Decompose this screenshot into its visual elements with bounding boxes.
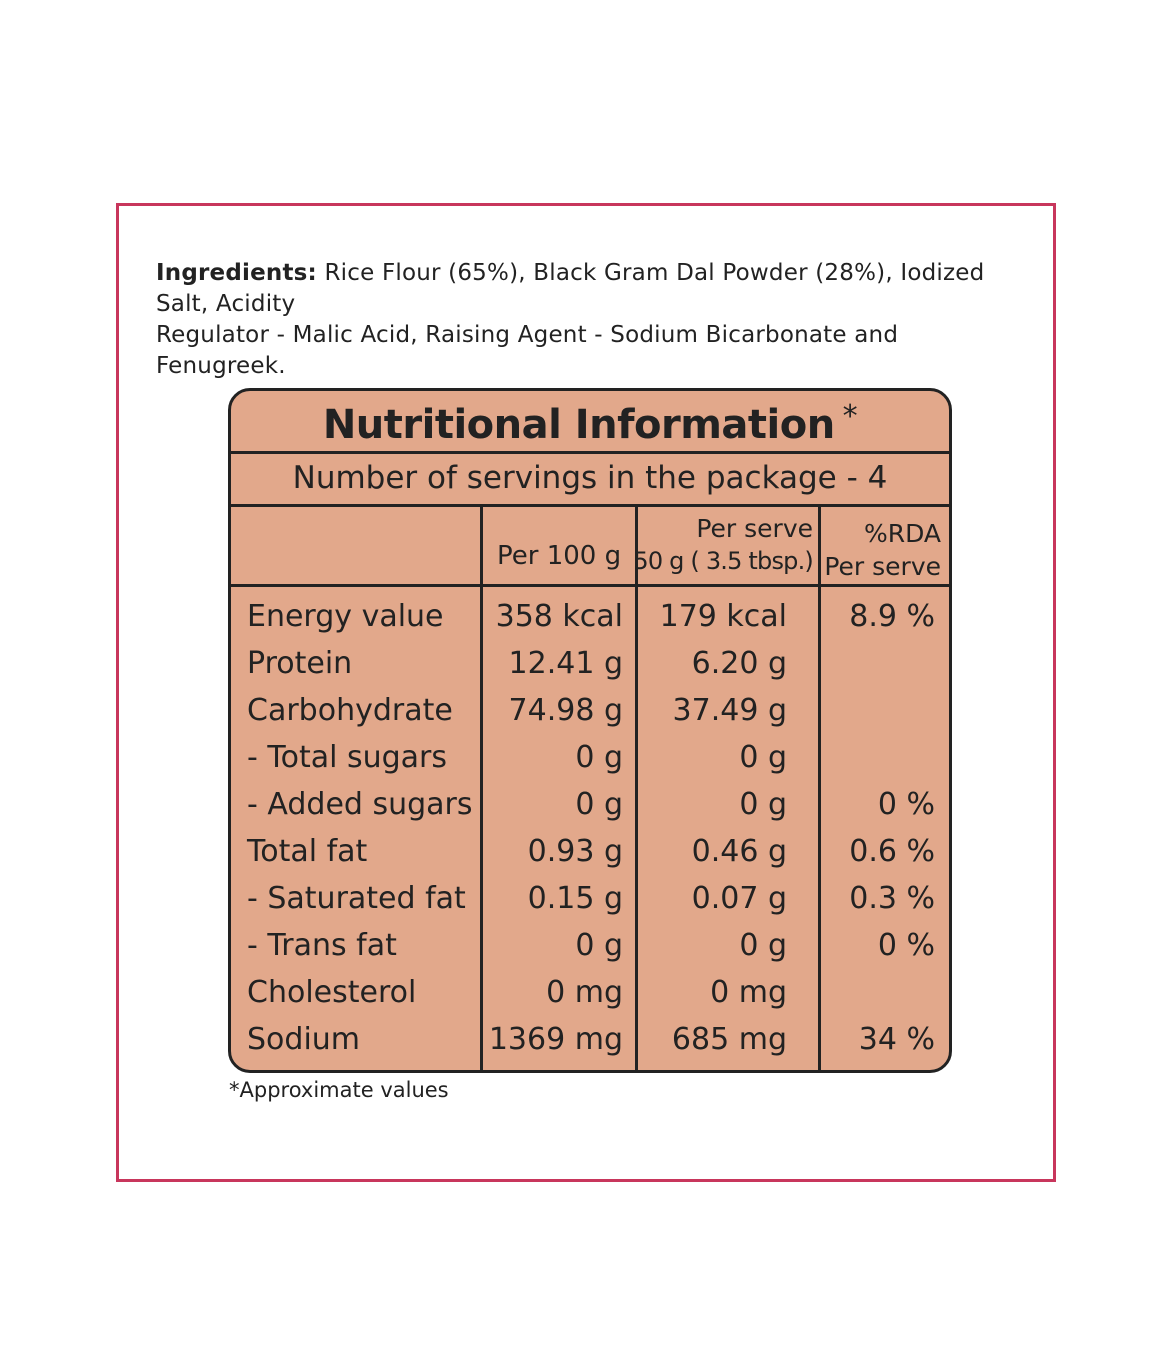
- nutrient-perserve: 0.46 g: [691, 834, 787, 869]
- nutrient-label: Sodium: [247, 1022, 361, 1057]
- nutrient-row: [231, 595, 949, 641]
- header-perserve-line1: Per serve: [696, 514, 813, 543]
- nutrient-perserve: 0 g: [739, 928, 787, 963]
- nutrient-row: [231, 689, 949, 735]
- header-rda-line2: Per serve: [824, 552, 941, 581]
- divider: [231, 504, 949, 507]
- nutrient-per100: 358 kcal: [495, 599, 623, 634]
- nutrient-label: Total fat: [247, 834, 368, 869]
- footnote: *Approximate values: [229, 1078, 449, 1102]
- title-asterisk: *: [842, 399, 858, 434]
- header-rda: [824, 517, 941, 583]
- nutrient-label: Cholesterol: [247, 975, 417, 1010]
- nutrition-panel: [228, 388, 952, 1073]
- nutrient-rda: 8.9 %: [849, 599, 935, 634]
- nutrient-label: Energy value: [247, 599, 444, 634]
- servings-text: Number of servings in the package - 4: [292, 460, 888, 496]
- header-rda-line1: %RDA: [863, 519, 941, 548]
- nutrient-per100: 0 g: [575, 787, 623, 822]
- nutrition-title: [231, 399, 949, 448]
- nutrient-per100: 0 g: [575, 928, 623, 963]
- nutrient-per100: 0.15 g: [527, 881, 623, 916]
- nutrition-title-text: Nutritional Information: [322, 402, 835, 448]
- nutrient-rda: 0.6 %: [849, 834, 935, 869]
- nutrient-label: - Trans fat: [247, 928, 397, 963]
- nutrient-row: [231, 736, 949, 782]
- nutrient-per100: 0.93 g: [527, 834, 623, 869]
- nutrient-perserve: 0 g: [739, 740, 787, 775]
- divider: [231, 584, 949, 587]
- nutrient-perserve: 37.49 g: [672, 693, 787, 728]
- nutrient-row: [231, 1018, 949, 1064]
- header-per100: [497, 539, 621, 573]
- nutrient-perserve: 0 g: [739, 787, 787, 822]
- ingredients-line-2: Regulator - Malic Acid, Raising Agent - Sodium Bicarbonate and Fenugreek.: [156, 322, 899, 379]
- nutrient-row: [231, 783, 949, 829]
- header-per100-text: Per 100 g: [497, 541, 622, 571]
- divider: [231, 451, 949, 454]
- ingredients-line-1: Rice Flour (65%), Black Gram Dal Powder (28%), Iodized Salt, Acidity: [156, 260, 985, 317]
- nutrient-perserve: 0.07 g: [691, 881, 787, 916]
- nutrient-rda: 0 %: [877, 787, 935, 822]
- nutrient-perserve: 685 mg: [671, 1022, 787, 1057]
- nutrient-per100: 0 g: [575, 740, 623, 775]
- nutrient-row: [231, 642, 949, 688]
- nutrient-label: - Added sugars: [247, 787, 473, 822]
- nutrient-label: Protein: [247, 646, 353, 681]
- nutrient-perserve: 0 mg: [710, 975, 787, 1010]
- nutrient-rda: 0 %: [877, 928, 935, 963]
- nutrient-label: - Total sugars: [247, 740, 447, 775]
- nutrient-per100: 12.41 g: [508, 646, 623, 681]
- ingredients-text: [156, 258, 1016, 382]
- ingredients-label: Ingredients:: [156, 260, 317, 286]
- nutrient-rda: 0.3 %: [849, 881, 935, 916]
- header-perserve-line2: 50 g ( 3.5 tbsp.): [633, 547, 813, 575]
- nutrient-rda: 34 %: [858, 1022, 935, 1057]
- header-perserve: [633, 512, 813, 578]
- nutrient-perserve: 6.20 g: [691, 646, 787, 681]
- nutrient-label: Carbohydrate: [247, 693, 453, 728]
- nutrient-row: [231, 830, 949, 876]
- nutrient-per100: 1369 mg: [488, 1022, 623, 1057]
- nutrient-row: [231, 971, 949, 1017]
- nutrient-row: [231, 877, 949, 923]
- nutrient-row: [231, 924, 949, 970]
- nutrient-per100: 0 mg: [546, 975, 623, 1010]
- nutrient-label: - Saturated fat: [247, 881, 466, 916]
- nutrient-perserve: 179 kcal: [659, 599, 787, 634]
- nutrient-per100: 74.98 g: [508, 693, 623, 728]
